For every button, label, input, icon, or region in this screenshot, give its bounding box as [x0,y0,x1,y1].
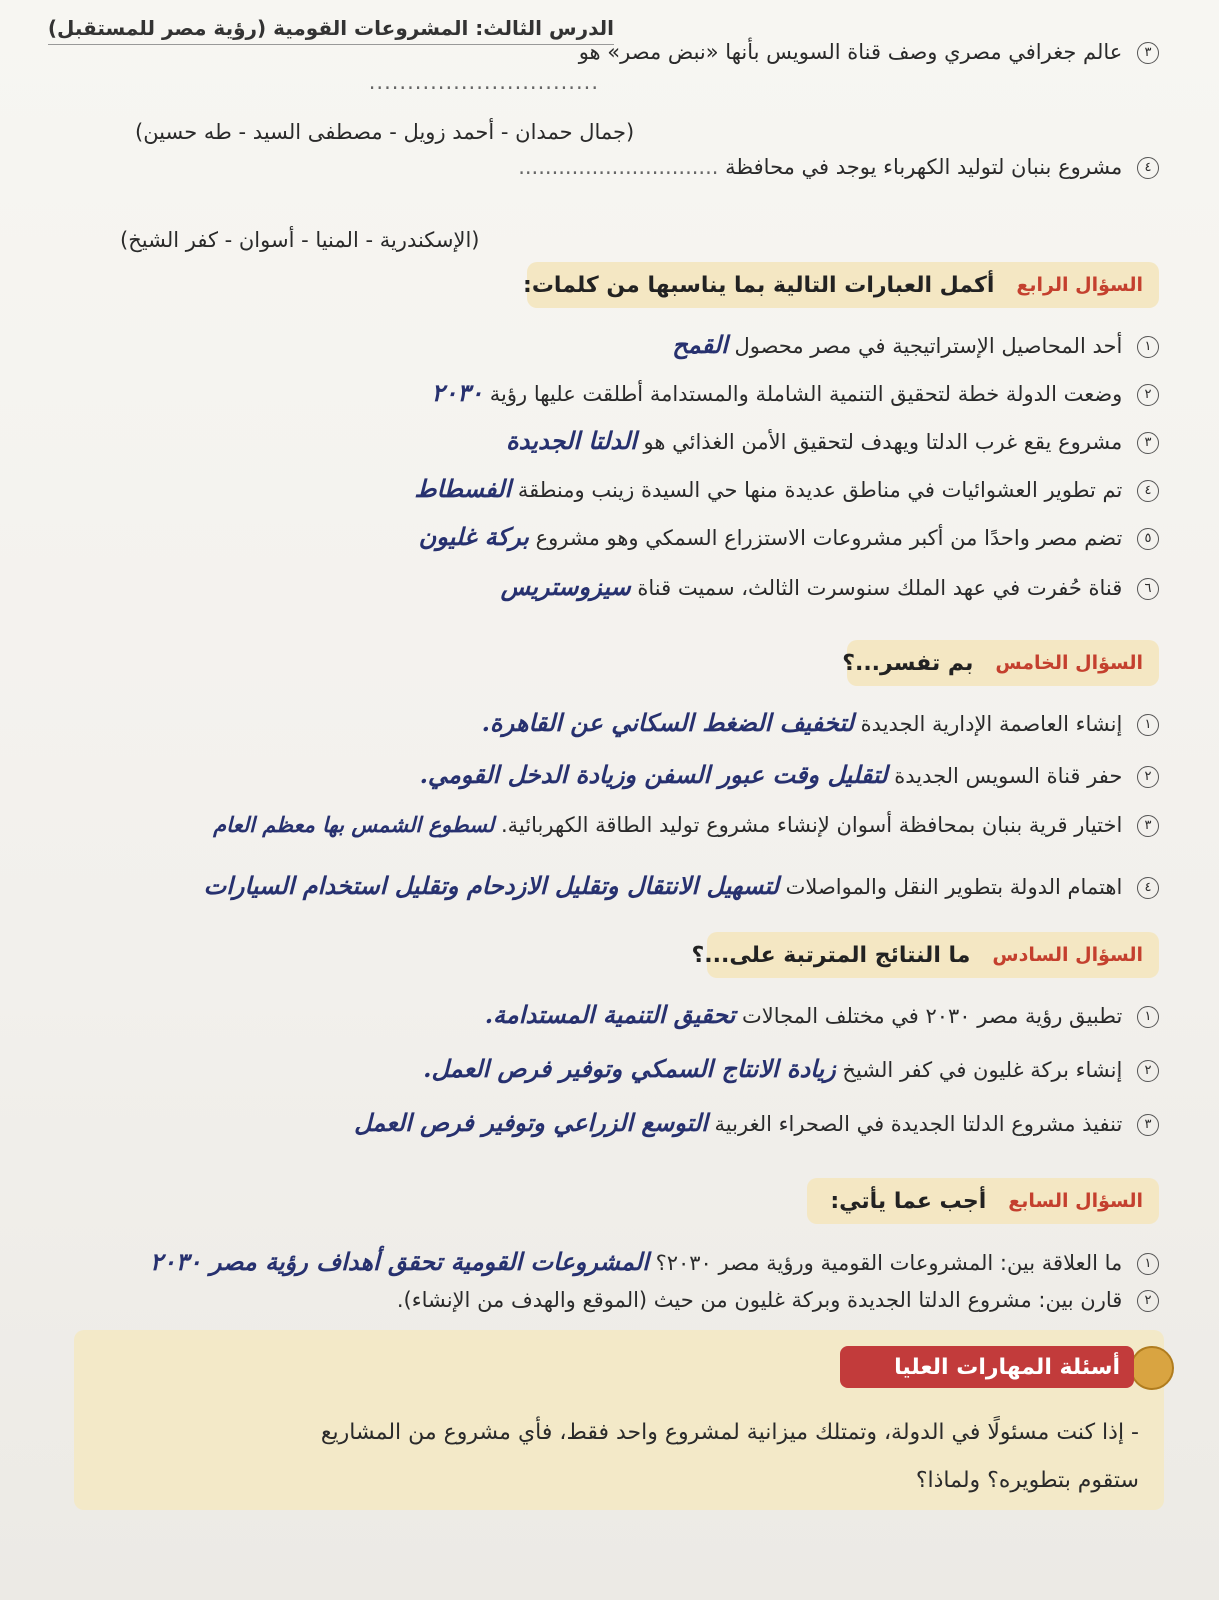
section5-tag: السؤال الخامس [995,652,1143,674]
item-text: مشروع بنبان لتوليد الكهرباء يوجد في محافظة [725,155,1123,179]
handwritten-answer: سيزوستريس [500,572,631,601]
section4-tag: السؤال الرابع [1016,274,1143,296]
q3-item-4-choices: (الإسكندرية - المنيا - أسوان - كفر الشيخ) [120,228,480,252]
q5-item-2 [40,760,1159,789]
item-text: وضعت الدولة خطة لتحقيق التنمية الشاملة والمستدامة أطلقت عليها رؤية [489,382,1123,406]
handwritten-answer: لسطوع الشمس بها معظم العام [213,812,495,837]
q7-item-1 [10,1240,1159,1285]
q3-item-4 [40,155,1159,179]
item-text: مشروع يقع غرب الدلتا ويهدف لتحقيق الأمن الغذائي هو [643,430,1123,454]
handwritten-answer: الفسطاط [414,474,512,503]
section4-title: أكمل العبارات التالية بما يناسبها من كلمات: [523,272,995,298]
handwritten-answer: زيادة الانتاج السمكي وتوفير فرص العمل. [423,1054,836,1083]
q4-item-1 [40,330,1159,359]
q4-item-3 [40,426,1159,455]
item-number: ٤ [1137,480,1159,502]
item-text: قارن بين: مشروع الدلتا الجديدة وبركة غليون من حيث (الموقع والهدف من الإنشاء). [396,1288,1123,1312]
item-text: عالم جغرافي مصري وصف قناة السويس بأنها «نبض مصر» هو [578,40,1123,64]
higher-skills-line1: - إذا كنت مسئولًا في الدولة، وتمتلك ميزانية لمشروع واحد فقط، فأي مشروع من المشاريع [320,1420,1139,1445]
answer-blank: .............................. [518,155,719,179]
section6-title: ما النتائج المترتبة على...؟ [691,942,971,968]
handwritten-answer: لتخفيف الضغط السكاني عن القاهرة. [481,708,854,737]
item-text: تضم مصر واحدًا من أكبر مشروعات الاستزراع السمكي وهو مشروع [535,526,1123,550]
q5-item-3 [10,812,1159,837]
section5-title: بم تفسر...؟ [842,650,974,676]
handwritten-answer: لتسهيل الانتقال وتقليل الازدحام وتقليل استخدام السيارات [203,871,779,900]
item-number: ١ [1137,714,1159,736]
item-number: ١ [1137,336,1159,358]
item-number: ٣ [1137,432,1159,454]
item-number: ٣ [1137,1114,1159,1136]
section6-tag: السؤال السادس [992,944,1143,966]
item-text: قناة حُفرت في عهد الملك سنوسرت الثالث، سميت قناة [637,576,1123,600]
handwritten-answer: المشروعات القومية تحقق أهداف رؤية مصر ٢٠٣٠ [149,1247,649,1276]
higher-skills-header [840,1346,1134,1388]
item-number: ٤ [1137,157,1159,179]
section6-header [691,932,1159,978]
item-text: أحد المحاصيل الإستراتيجية في مصر محصول [734,334,1123,358]
q5-item-1 [40,708,1159,737]
section4-header [523,262,1159,308]
handwritten-answer: تحقيق التنمية المستدامة. [484,1000,736,1029]
q4-item-2 [40,378,1159,407]
item-text: إنشاء بركة غليون في كفر الشيخ [842,1058,1123,1082]
item-text: تنفيذ مشروع الدلتا الجديدة في الصحراء الغربية [714,1112,1123,1136]
item-number: ٢ [1137,1060,1159,1082]
section7-tag: السؤال السابع [1008,1190,1143,1212]
q6-item-1 [40,1000,1159,1029]
medal-icon [1130,1346,1174,1390]
handwritten-answer: الدلتا الجديدة [506,426,637,455]
item-number: ٢ [1137,384,1159,406]
item-number: ١ [1137,1253,1159,1275]
item-number: ٢ [1137,1290,1159,1312]
handwritten-answer: لتقليل وقت عبور السفن وزيادة الدخل القومي. [419,760,888,789]
higher-skills-line2: ستقوم بتطويره؟ ولماذا؟ [915,1468,1139,1493]
item-number: ٣ [1137,42,1159,64]
item-text: اهتمام الدولة بتطوير النقل والمواصلات [785,875,1123,899]
item-number: ٤ [1137,877,1159,899]
item-text: إنشاء العاصمة الإدارية الجديدة [860,712,1123,736]
item-text: تم تطوير العشوائيات في مناطق عديدة منها حي السيدة زينب ومنطقة [517,478,1123,502]
item-number: ٥ [1137,528,1159,550]
item-number: ٢ [1137,766,1159,788]
q5-item-4 [10,864,1159,909]
section7-title: أجب عما يأتي: [830,1188,987,1214]
lesson-title: الدرس الثالث: المشروعات القومية (رؤية مصر للمستقبل) [48,16,614,45]
q3-item-3 [40,40,1159,94]
item-number: ١ [1137,1006,1159,1028]
q4-item-5 [40,522,1159,551]
item-text: اختيار قرية بنبان بمحافظة أسوان لإنشاء مشروع توليد الطاقة الكهربائية. [501,813,1123,837]
higher-skills-title: أسئلة المهارات العليا [894,1354,1120,1380]
q6-item-2 [40,1054,1159,1083]
item-number: ٦ [1137,578,1159,600]
handwritten-answer: ٢٠٣٠ [431,378,484,407]
item-text: ما العلاقة بين: المشروعات القومية ورؤية مصر ٢٠٣٠؟ [655,1251,1123,1275]
handwritten-answer: بركة غليون [418,522,529,551]
handwritten-answer: التوسع الزراعي وتوفير فرص العمل [354,1108,708,1137]
q6-item-3 [40,1108,1159,1137]
item-number: ٣ [1137,815,1159,837]
section5-header [842,640,1159,686]
item-text: حفر قناة السويس الجديدة [894,764,1123,788]
item-text: تطبيق رؤية مصر ٢٠٣٠ في مختلف المجالات [741,1004,1123,1028]
q3-item-3-choices: (جمال حمدان - أحمد زويل - مصطفى السيد - طه حسين) [135,120,635,144]
handwritten-answer: القمح [672,330,728,359]
q4-item-6 [40,572,1159,601]
q7-item-2 [40,1288,1159,1312]
section7-header [807,1178,1159,1224]
q4-item-4 [40,474,1159,503]
answer-blank: .............................. [368,70,599,94]
